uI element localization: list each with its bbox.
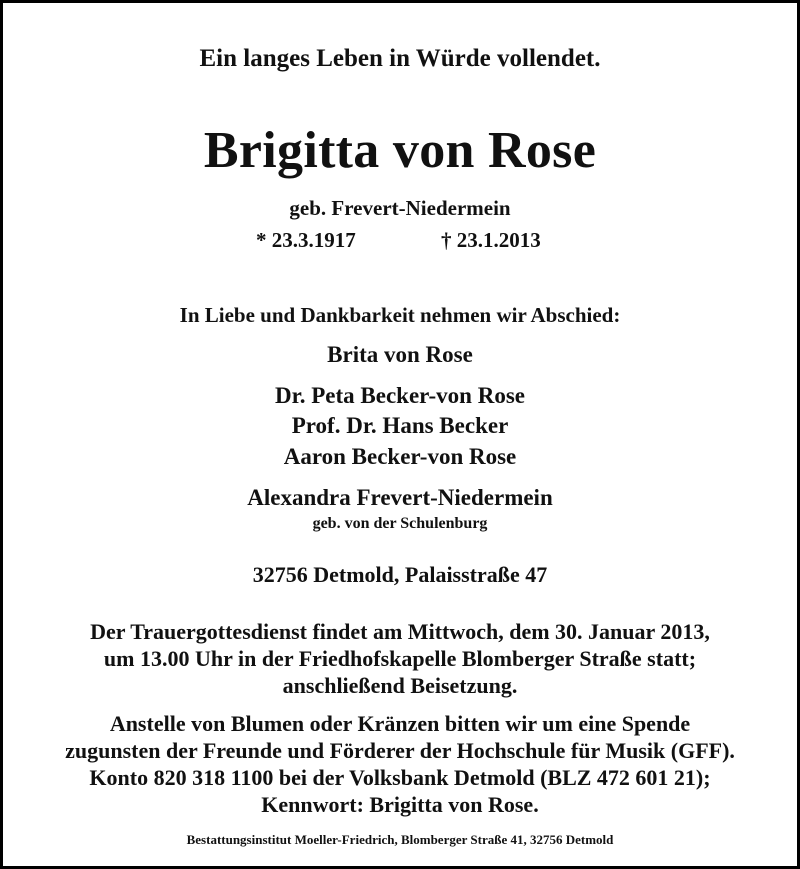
family-address: 32756 Detmold, Palaisstraße 47: [252, 562, 548, 587]
mourner-name: Dr. Peta Becker-von Rose: [275, 383, 525, 408]
funeral-home-credit: Bestattungsinstitut Moeller-Friedrich, Blomberger Straße 41, 32756 Detmold: [186, 832, 614, 847]
deceased-name: Brigitta von Rose: [203, 122, 597, 179]
service-info-line: Der Trauergottesdienst findet am Mittwoch, dem 30. Januar 2013,: [90, 619, 710, 644]
death-date: † 23.1.2013: [441, 228, 541, 252]
donation-info-line: Konto 820 318 1100 bei der Volksbank Detmold (BLZ 472 601 21);: [89, 765, 711, 790]
service-info-line: anschließend Beisetzung.: [282, 673, 518, 698]
mourner-name: Aaron Becker-von Rose: [283, 444, 517, 469]
birth-name: geb. Frevert-Niedermein: [289, 196, 511, 220]
service-info-line: um 13.00 Uhr in der Friedhofskapelle Blomberger Straße statt;: [103, 646, 697, 671]
mourner-name: Prof. Dr. Hans Becker: [291, 413, 509, 438]
motto: Ein langes Leben in Würde vollendet.: [199, 45, 601, 72]
donation-info-line: Anstelle von Blumen oder Kränzen bitten wir um eine Spende: [109, 711, 691, 736]
birth-date: * 23.3.1917: [256, 228, 356, 252]
mourner-name: Brita von Rose: [327, 342, 473, 367]
mourner-name: Alexandra Frevert-Niedermein: [247, 485, 553, 510]
donation-info-line: Kennwort: Brigitta von Rose.: [261, 792, 539, 817]
mourners-intro: In Liebe und Dankbarkeit nehmen wir Abschied:: [179, 303, 621, 327]
mourner-birth-name: geb. von der Schulenburg: [312, 515, 488, 532]
donation-info-line: zugunsten der Freunde und Förderer der Hochschule für Musik (GFF).: [65, 738, 735, 763]
